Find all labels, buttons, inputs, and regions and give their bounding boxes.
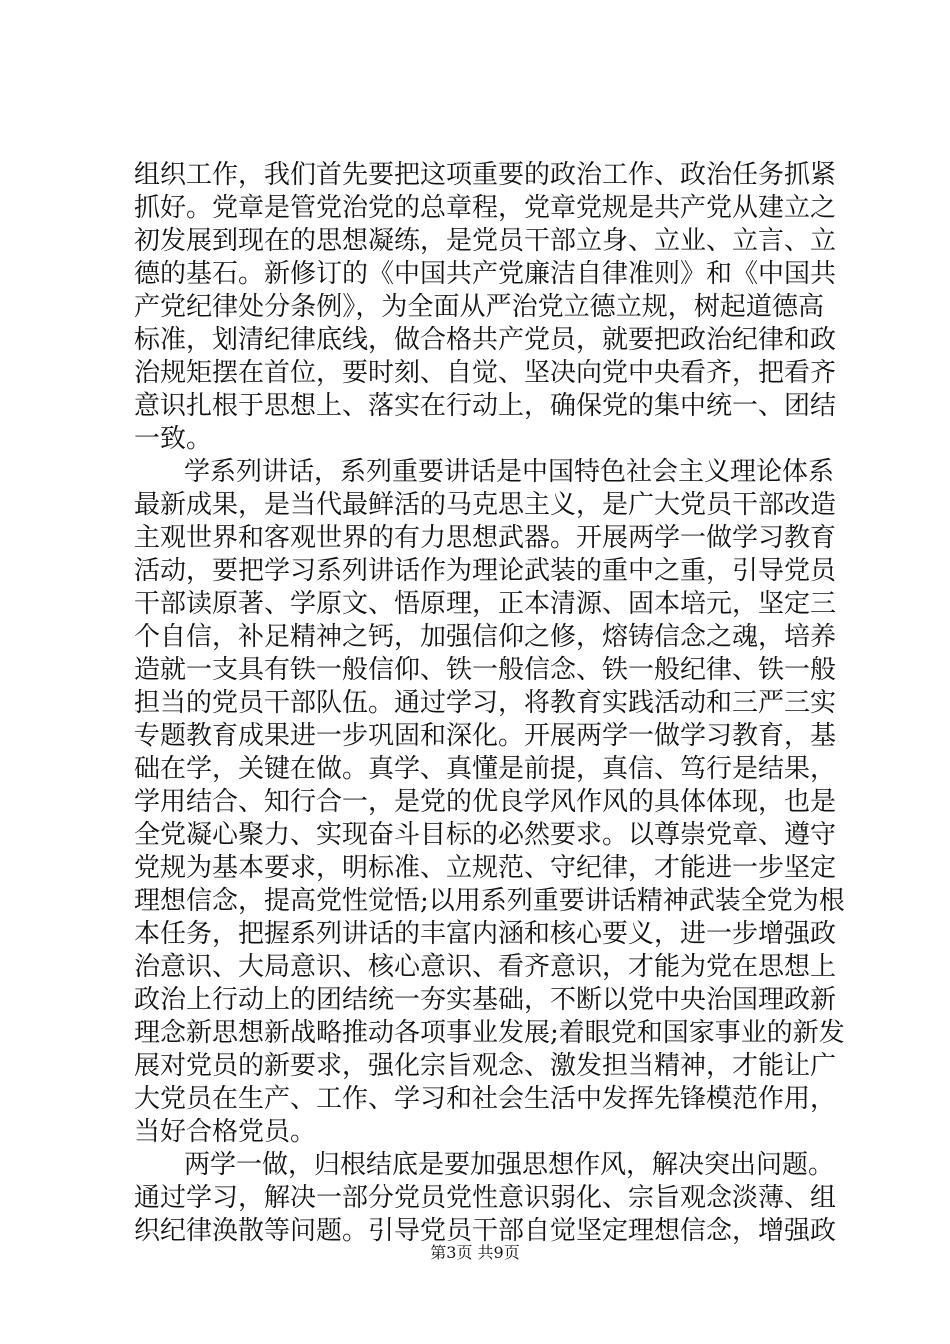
text-line: 抓好。党章是管党治党的总章程，党章党规是共产党从建立之	[134, 193, 837, 223]
text-line: 全党凝心聚力、实现奋斗目标的必然要求。以尊崇党章、遵守	[134, 820, 837, 850]
text-line: 本任务，把握系列讲话的丰富内涵和核心要义，进一步增强政	[134, 919, 837, 949]
text-line: 一致。	[134, 424, 213, 454]
text-line: 主观世界和客观世界的有力思想武器。开展两学一做学习教育	[134, 523, 837, 553]
text-line: 理念新思想新战略推动各项事业发展;着眼党和国家事业的新发	[134, 1018, 845, 1048]
text-line: 产党纪律处分条例》，为全面从严治党立德立规，树起道德高	[134, 292, 824, 322]
text-line: 最新成果，是当代最鲜活的马克思主义，是广大党员干部改造	[134, 490, 837, 520]
text-line: 意识扎根于思想上、落实在行动上，确保党的集中统一、团结	[134, 391, 837, 421]
text-line: 党规为基本要求，明标准、立规范、守纪律，才能进一步坚定	[134, 853, 837, 883]
text-line: 组织工作，我们首先要把这项重要的政治工作、政治任务抓紧	[134, 160, 837, 190]
text-line: 初发展到现在的思想凝练，是党员干部立身、立业、立言、立	[134, 226, 837, 256]
text-line: 担当的党员干部队伍。通过学习，将教育实践活动和三严三实	[134, 688, 837, 718]
text-line: 通过学习，解决一部分党员党性意识弱化、宗旨观念淡薄、组	[134, 1183, 837, 1213]
text-line: 政治上行动上的团结统一夯实基础，不断以党中央治国理政新	[134, 985, 837, 1015]
paragraph-first-line: 两学一做，归根结底是要加强思想作风，解决突出问题。	[184, 1150, 835, 1180]
text-line: 专题教育成果进一步巩固和深化。开展两学一做学习教育，基	[134, 721, 837, 751]
text-line: 织纪律涣散等问题。引导党员干部自觉坚定理想信念，增强政	[134, 1216, 837, 1246]
text-line: 德的基石。新修订的《中国共产党廉洁自律准则》和《中国共	[134, 259, 837, 289]
page-number-footer: 第3页 共9页	[430, 1243, 520, 1262]
text-line: 当好合格党员。	[134, 1117, 317, 1147]
text-line: 治规矩摆在首位，要时刻、自觉、坚决向党中央看齐，把看齐	[134, 358, 837, 388]
text-line: 理想信念，提高党性觉悟;以用系列重要讲话精神武装全党为根	[134, 886, 845, 916]
paragraph-first-line: 学系列讲话，系列重要讲话是中国特色社会主义理论体系	[184, 457, 835, 487]
text-line: 干部读原著、学原文、悟原理，正本清源、固本培元，坚定三	[134, 589, 837, 619]
text-line: 活动，要把学习系列讲话作为理论武装的重中之重，引导党员	[134, 556, 837, 586]
text-line: 础在学，关键在做。真学、真懂是前提，真信、笃行是结果，	[134, 754, 837, 784]
text-line: 展对党员的新要求，强化宗旨观念、激发担当精神，才能让广	[134, 1051, 837, 1081]
text-line: 治意识、大局意识、核心意识、看齐意识，才能为党在思想上	[134, 952, 837, 982]
text-line: 造就一支具有铁一般信仰、铁一般信念、铁一般纪律、铁一般	[134, 655, 837, 685]
document-body	[134, 159, 845, 1248]
text-line: 个自信，补足精神之钙，加强信仰之修，熔铸信念之魂，培养	[134, 622, 837, 652]
text-line: 标准，划清纪律底线，做合格共产党员，就要把政治纪律和政	[134, 325, 837, 355]
text-line: 大党员在生产、工作、学习和社会生活中发挥先锋模范作用，	[134, 1084, 837, 1114]
text-line: 学用结合、知行合一，是党的优良学风作风的具体体现，也是	[134, 787, 837, 817]
